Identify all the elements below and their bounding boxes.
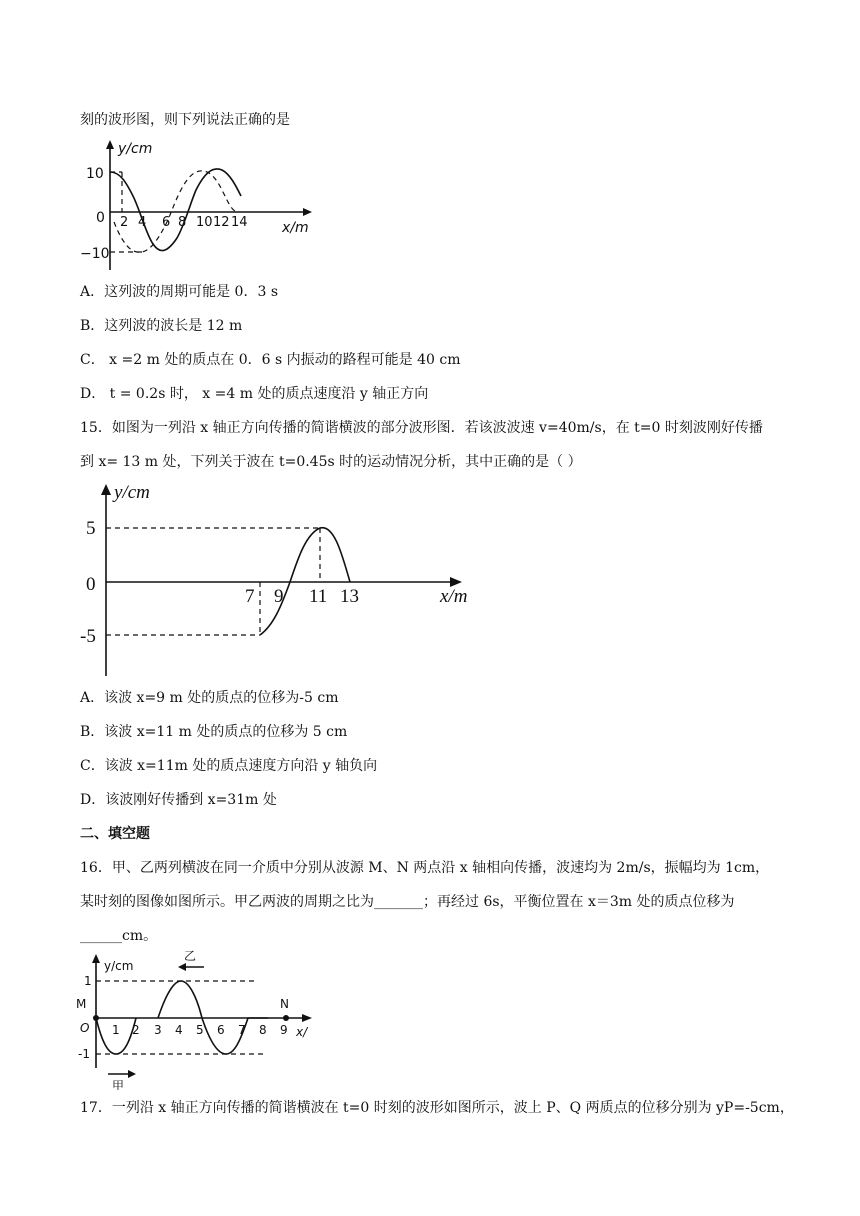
svg-text:6: 6: [162, 215, 171, 230]
q15-option-a: A．该波 x=9 m 处的质点的位移为-5 cm: [80, 690, 339, 706]
q16-arrow-left-icon: [178, 963, 186, 971]
q16-wave-figure: [74, 950, 324, 1090]
svg-text:0: 0: [96, 210, 105, 226]
q14-stem-tail: 刻的波形图，则下列说法正确的是: [80, 112, 290, 128]
svg-text:8: 8: [259, 1023, 267, 1037]
q16-stem-line1: 16．甲、乙两列横波在同一介质中分别从波源 M、N 两点沿 x 轴相向传播，波速均为 2m/s，振幅均为 1cm，: [80, 860, 770, 876]
q14-option-d: D． t = 0.2s 时， x =4 m 处的质点速度沿 y 轴正方向: [80, 386, 429, 402]
svg-text:-5: -5: [80, 626, 96, 647]
q16-x-label: x/: [296, 1025, 308, 1039]
svg-text:9: 9: [274, 586, 284, 607]
q15-y-arrow-icon: [101, 484, 111, 495]
svg-text:1: 1: [112, 1023, 120, 1037]
q16-point-n: N: [280, 997, 289, 1011]
svg-text:9: 9: [280, 1023, 288, 1037]
q14-x-label: x/m: [282, 220, 309, 236]
svg-text:-1: -1: [78, 1047, 90, 1061]
svg-text:7: 7: [238, 1023, 246, 1037]
svg-text:4: 4: [175, 1023, 183, 1037]
q14-y-arrow-icon: [106, 140, 114, 149]
q15-wave-figure: [78, 478, 478, 680]
svg-text:13: 13: [340, 586, 359, 607]
q17-stem-line1: 17．一列沿 x 轴正方向传播的简谐横波在 t=0 时刻的波形如图所示，波上 P、Q 两质点的位移分别为 yP=-5cm，: [80, 1100, 794, 1116]
q16-y-arrow-icon: [92, 954, 100, 963]
q16-stem-line2: 某时刻的图像如图所示。甲乙两波的周期之比为_______；再经过 6s，平衡位置在 x＝3m 处的质点位移为: [80, 894, 735, 910]
svg-text:−10: −10: [80, 246, 110, 262]
svg-text:0: 0: [86, 574, 96, 595]
svg-text:7: 7: [245, 586, 255, 607]
q14-solid-wave: [110, 169, 241, 251]
svg-text:11: 11: [309, 586, 328, 607]
svg-text:10: 10: [86, 166, 104, 182]
section-title: 二、填空题: [80, 826, 150, 842]
q16-stem-line3: ______cm。: [80, 928, 158, 944]
q16-point-m: M: [76, 997, 87, 1011]
q16-y-label: y/cm: [104, 959, 134, 973]
q14-option-a: A．这列波的周期可能是 0．3 s: [80, 284, 279, 300]
q14-option-b: B．这列波的波长是 12 m: [80, 318, 243, 334]
q15-option-b: B．该波 x=11 m 处的质点的位移为 5 cm: [80, 724, 348, 740]
q16-wave-b-label: 乙: [184, 950, 197, 963]
svg-text:3: 3: [154, 1023, 162, 1037]
svg-text:10: 10: [196, 215, 213, 230]
q16-arrow-right-icon: [128, 1070, 136, 1078]
q15-stem-line2: 到 x= 13 m 处，下列关于波在 t=0.45s 时的运动情况分析，其中正确的是（ ）: [80, 454, 582, 470]
q16-x-arrow-icon: [302, 1014, 312, 1022]
svg-text:6: 6: [217, 1023, 225, 1037]
svg-text:1: 1: [84, 974, 92, 988]
q14-y-label: y/cm: [118, 141, 153, 157]
q14-option-c: C． x =2 m 处的质点在 0．6 s 内振动的路程可能是 40 cm: [80, 352, 461, 368]
q14-wave-figure: [78, 138, 328, 272]
q15-y-label: y/cm: [114, 482, 150, 503]
svg-text:2: 2: [120, 215, 129, 230]
q15-option-c: C．该波 x=11m 处的质点速度方向沿 y 轴负向: [80, 758, 378, 774]
svg-text:5: 5: [196, 1023, 204, 1037]
svg-text:12: 12: [213, 215, 230, 230]
q14-x-arrow-icon: [303, 208, 312, 216]
svg-text:8: 8: [178, 215, 187, 230]
q15-x-label: x/m: [440, 586, 468, 607]
q15-option-d: D．该波刚好传播到 x=31m 处: [80, 792, 277, 808]
svg-text:5: 5: [86, 518, 96, 539]
svg-text:2: 2: [132, 1023, 140, 1037]
svg-text:4: 4: [138, 215, 147, 230]
q16-wave-a-label: 甲: [112, 1079, 125, 1090]
q16-origin: O: [80, 1021, 90, 1035]
svg-text:14: 14: [231, 215, 248, 230]
q15-stem-line1: 15．如图为一列沿 x 轴正方向传播的简谐横波的部分波形图．若该波波速 v=40m/s，在 t=0 时刻波刚好传播: [80, 420, 763, 436]
